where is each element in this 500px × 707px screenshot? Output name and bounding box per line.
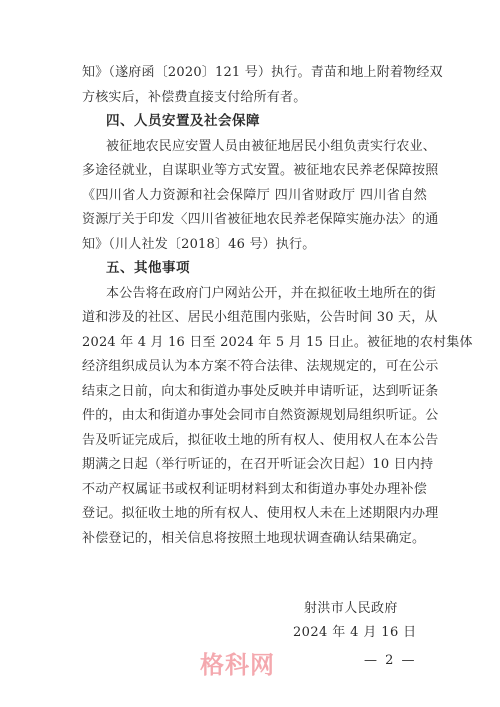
body-text-line: 不动产权属证书或权利证明材料到太和街道办事处办理补偿: [82, 482, 427, 497]
body-text-line: 告及听证完成后，拟征收土地的所有权人、使用权人在本公告: [82, 433, 439, 448]
body-text-line: 补偿登记的，相关信息将按照土地现状调查确认结果确定。: [82, 531, 426, 546]
body-text-line: 登记。拟征收土地的所有权人、使用权人未在上述期限内办理: [82, 506, 439, 521]
body-text-line: 期满之日起（举行听证的，在召开听证会次日起）10 日内持: [82, 457, 434, 472]
body-text-line: 结束之日前，向太和街道办事处反映并申请听证，达到听证条: [82, 384, 439, 399]
body-text-line: 件的，由太和街道办事处会同市自然资源规划局组织听证。公: [82, 408, 439, 423]
page-number: — 2 —: [364, 653, 417, 668]
body-text-line: 资源厅关于印发〈四川省被征地农民养老保障实施办法〉的通: [82, 212, 439, 227]
signature-organization: 射洪市人民政府: [304, 601, 398, 616]
section-heading-social-security: 四、人员安置及社会保障: [106, 113, 260, 129]
watermark-logo: 格科网: [200, 651, 275, 679]
body-text-line: 经济组织成员认为本方案不符合法律、法规规定的，可在公示: [82, 359, 439, 374]
section-heading-other-matters: 五、其他事项: [106, 260, 190, 276]
body-text-line: 道和涉及的社区、居民小组范围内张贴，公告时间 30 天，从: [82, 310, 438, 325]
body-text-line: 2024 年 4 月 16 日至 2024 年 5 月 15 日止。被征地的农村集体: [82, 335, 473, 350]
body-text-line: 本公告将在政府门户网站公开，并在拟征收土地所在的街: [106, 286, 437, 301]
body-text-line: 方核实后，补偿费直接支付给所有者。: [82, 90, 307, 105]
body-text-line: 多途径就业，自谋职业等方式安置。被征地农民养老保障按照: [82, 163, 439, 178]
body-text-line: 知》（遂府函〔2020〕121 号）执行。青苗和地上附着物经双: [82, 65, 443, 80]
body-text-line: 知》（川人社发〔2018〕46 号）执行。: [82, 237, 316, 252]
body-text-line: 被征地农民应安置人员由被征地居民小组负责实行农业、: [106, 139, 437, 154]
body-text-line: 《四川省人力资源和社会保障厅 四川省财政厅 四川省自然: [82, 188, 427, 203]
signature-date: 2024 年 4 月 16 日: [293, 625, 417, 640]
